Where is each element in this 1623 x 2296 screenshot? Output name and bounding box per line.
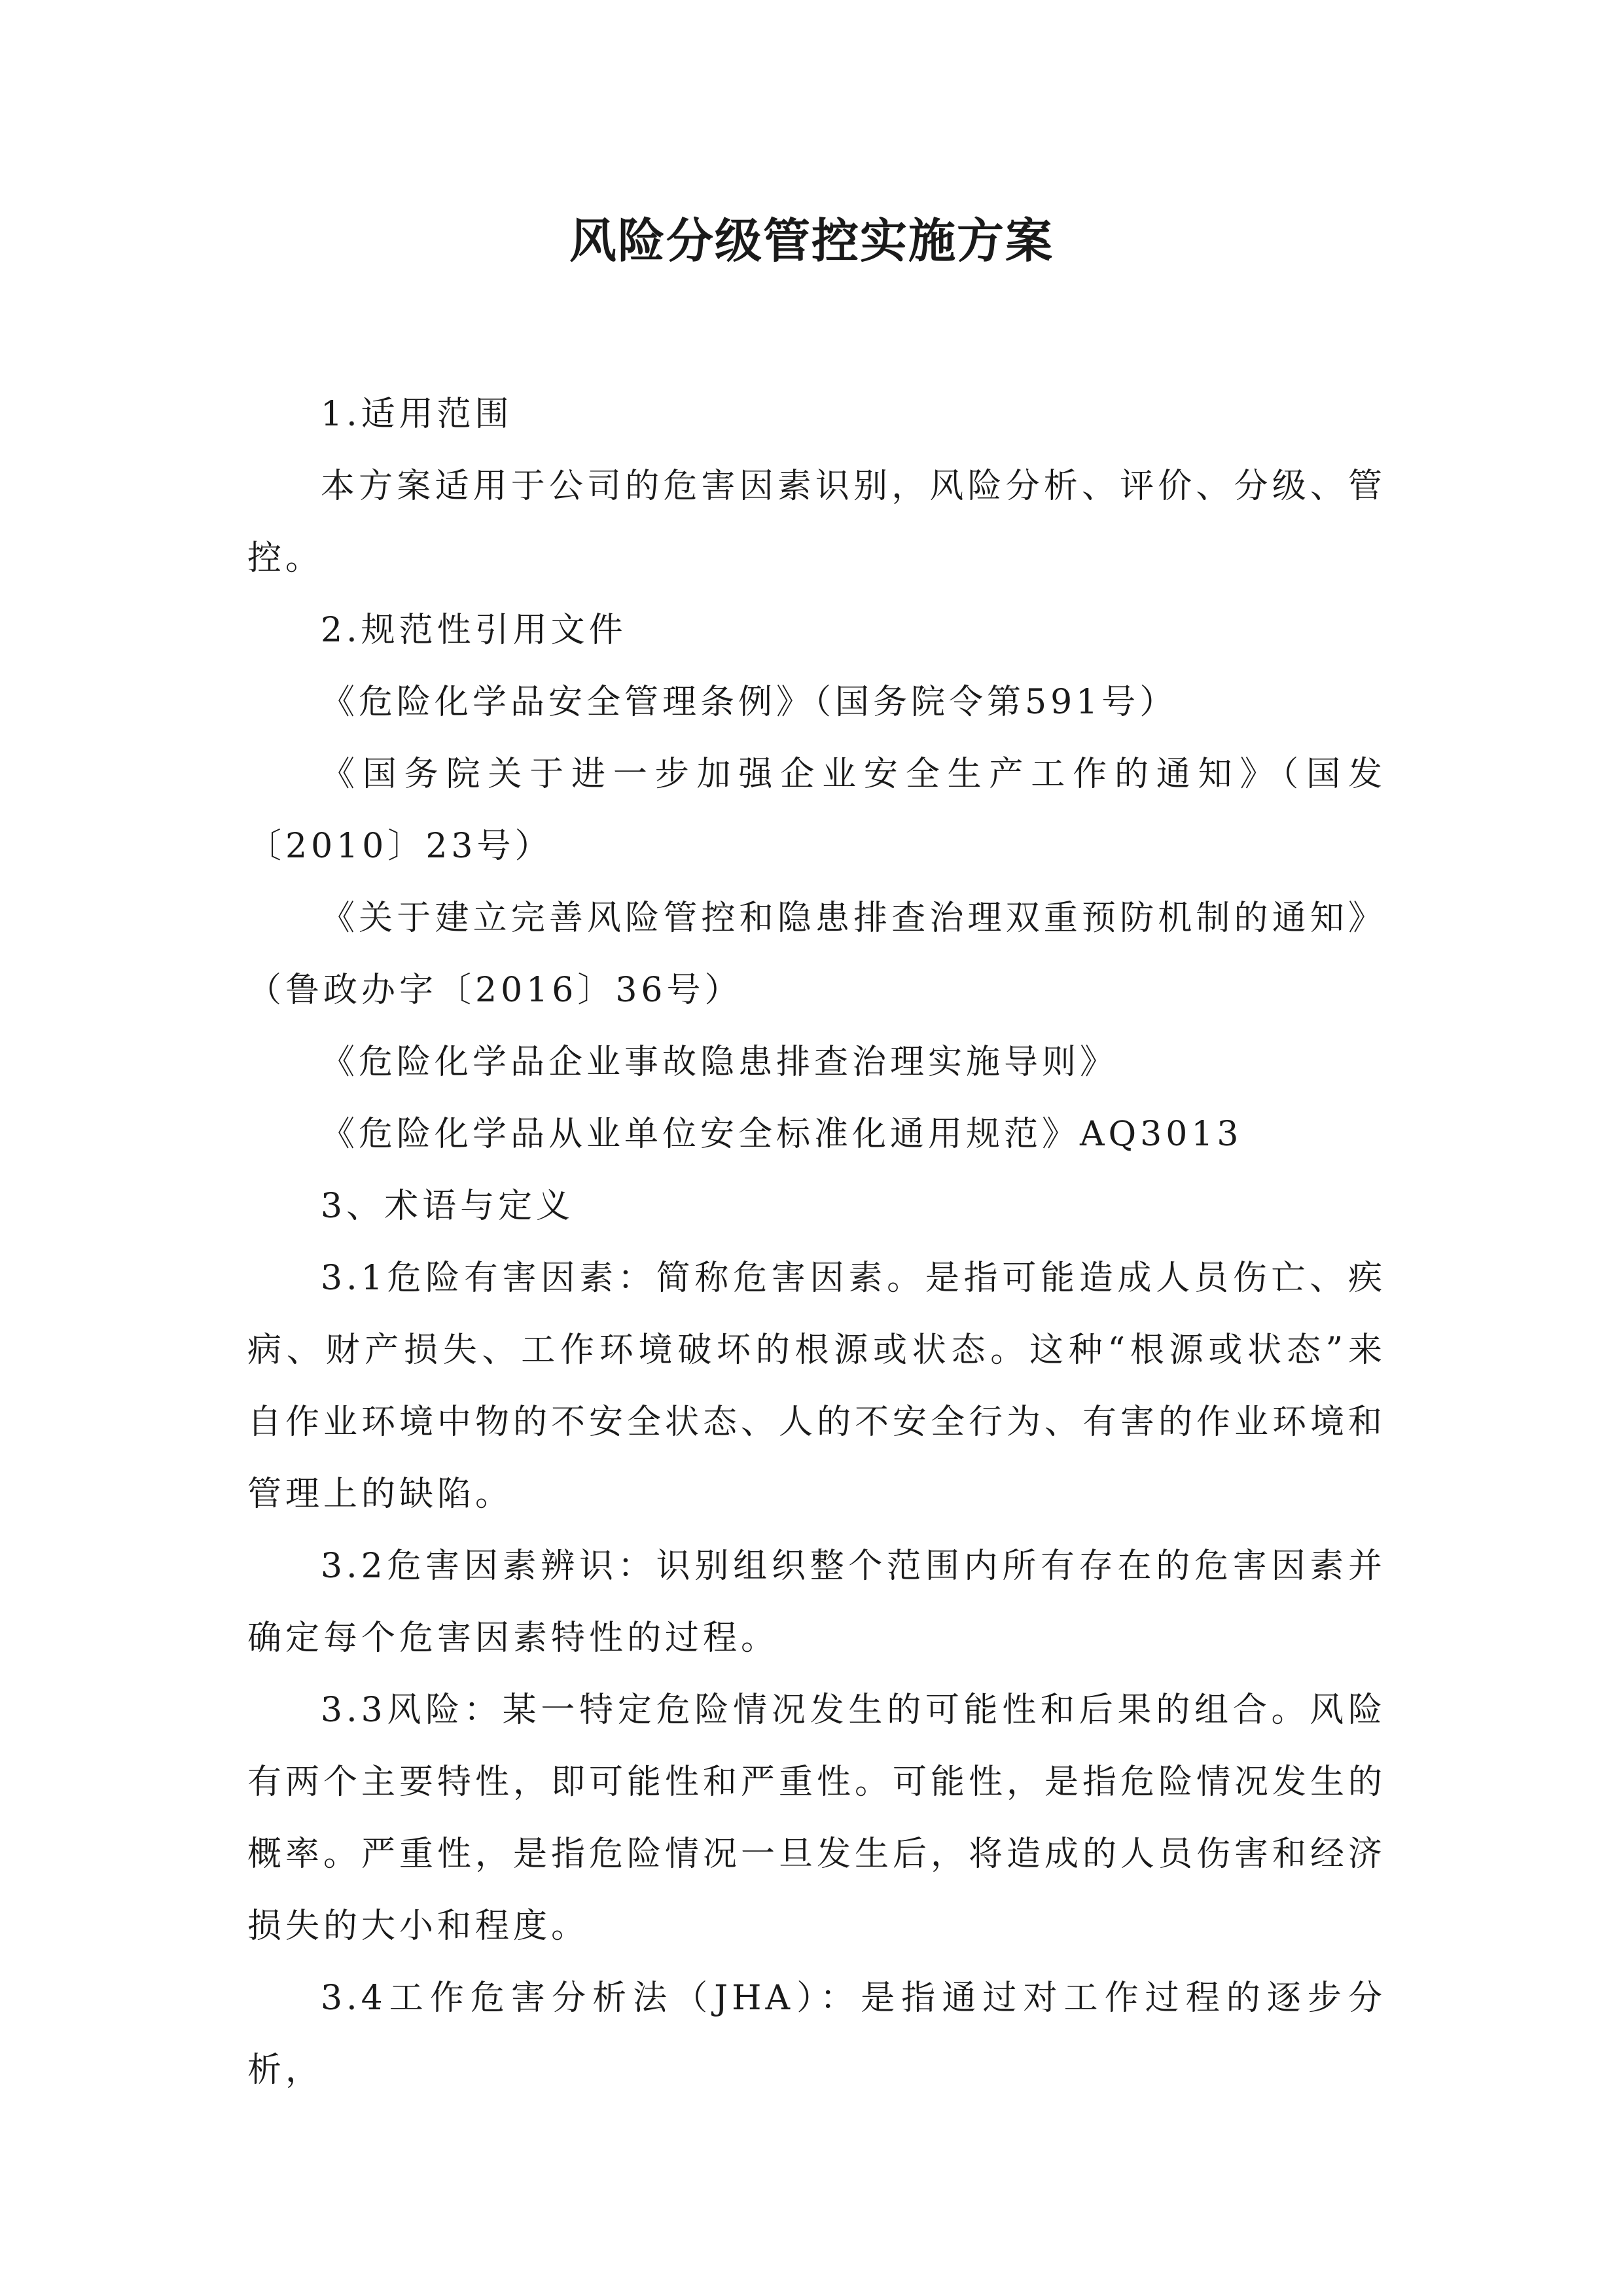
section-heading-references: 2.规范性引用文件: [321, 611, 627, 650]
document-body: [247, 378, 1386, 2106]
definition-paragraph: 3.4工作危害分析法（JHA）：是指通过对工作过程的逐步分析，: [247, 1979, 1386, 2090]
document-title: 风险分级管控实施方案: [569, 213, 1054, 268]
reference-item: 《危险化学品安全管理条例》（国务院令第591号）: [321, 683, 1178, 722]
definition-paragraph: 3.3风险：某一特定危险情况发生的可能性和后果的组合。风险有两个主要特性，即可能性和严重性。可能性，是指危险情况发生的概率。严重性，是指危险情况一旦发生后，将造成的人员伤害和经济损失的大小和程度。: [247, 1691, 1387, 1946]
paragraph-scope-text: 本方案适用于公司的危害因素识别，风险分析、评价、分级、管控。: [247, 467, 1386, 578]
definition-paragraph: 3.2危害因素辨识：识别组织整个范围内所有存在的危害因素并确定每个危害因素特性的过程。: [247, 1547, 1386, 1658]
section-heading-scope: 1.适用范围: [321, 395, 513, 434]
reference-item: 《关于建立完善风险管控和隐患排查治理双重预防机制的通知》（鲁政办字〔2016〕36号）: [247, 899, 1386, 1010]
reference-item: 《危险化学品企业事故隐患排查治理实施导则》: [321, 1043, 1118, 1082]
reference-item: 《危险化学品从业单位安全标准化通用规范》AQ3013: [321, 1115, 1243, 1154]
definition-paragraph: 3.1危险有害因素：简称危害因素。是指可能造成人员伤亡、疾病、财产损失、工作环境破坏的根源或状态。这种“根源或状态”来自作业环境中物的不安全状态、人的不安全行为、有害的作业环境和管理上的缺陷。: [247, 1259, 1387, 1514]
reference-item: 《国务院关于进一步加强企业安全生产工作的通知》（国发〔2010〕23号）: [247, 755, 1386, 866]
section-heading-terms: 3、术语与定义: [321, 1187, 575, 1226]
